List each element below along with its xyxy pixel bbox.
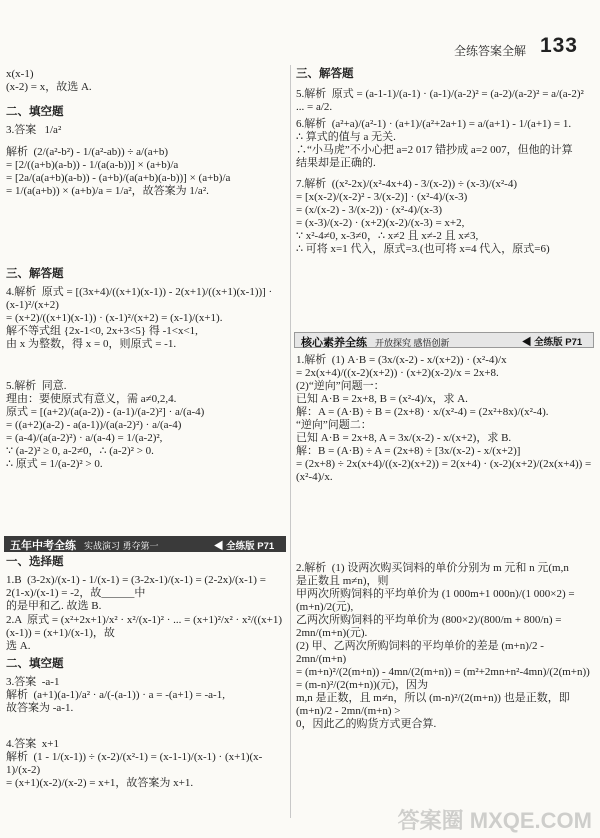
left-column xyxy=(0,62,290,838)
right-solve-heading: 三、解答题 xyxy=(296,68,354,80)
r5-solution: 5.解析 原式 = (a-1-1)/(a-1) · (a-1)/(a-2)² = (a-2)/(a-2)² = a/(a-2)² ... = a/2. xyxy=(296,88,587,113)
right-column xyxy=(290,62,600,838)
r7-solution: 7.解析 ((x²-2x)/(x²-4x+4) - 3/(x-2)) ÷ (x-3)/(x²-4) = [x(x-2)/(x-2)² - 3/(x-2)] · (x²-4)/(x-3) = (x/(x-2) - 3/(x-2)) · (x²-4)/(x-3) = (x-3)/(x-2) · (x+2)(x-2)/(x-3) = x+2, ∵ x²-4≠0, x-3≠0，∴ x≠2 且 x≠-2 且 x≠3, ∴ 可将 x=1 代入，原式=3.(也可将 x=4 代入，原式=6) xyxy=(296,178,550,255)
band-reference: ◀ 全练版 P71 xyxy=(522,337,583,348)
band-tag: 开放探究 感悟创新 xyxy=(375,338,450,348)
band-tag: 实战演习 勇夺第一 xyxy=(84,541,159,551)
header-title: 全练答案全解 xyxy=(453,44,526,58)
choice-heading: 一、选择题 xyxy=(6,556,64,568)
fill-q3: 3.答案 -a-1 解析 (a+1)(a-1)/a² · a/(-(a-1)) · a = -(a+1) = -a-1, 故答案为 -a-1. xyxy=(6,676,225,714)
choice-q1: 1.B (3-2x)/(x-1) - 1/(x-1) = (3-2x-1)/(x-1) = (2-2x)/(x-1) = 2(1-x)/(x-1) = -2，故______中 的是甲和乙. 故选 B. xyxy=(6,574,266,612)
fragment-top: x(x-1) (x-2) = x，故选 A. xyxy=(6,68,92,93)
page-header xyxy=(0,0,600,62)
watermark-logo: 答案圈 MXQE.COM xyxy=(397,808,592,833)
fill-heading: 二、填空题 xyxy=(6,106,64,118)
page-number: 133 xyxy=(539,34,578,57)
band-title: 核心素养全练 xyxy=(301,337,367,349)
q5-solution: 5.解析 同意. 理由：要使原式有意义，需 a≠0,2,4. 原式 = [(a+2)/(a(a-2)) - (a-1)/(a-2)²] · a/(a-4) = ((a+2)(a-2) - a(a-1))/(a(a-2)²) · a/(a-4) = (a-4)/(a(a-2)²) · a/(a-4) = 1/(a-2)², ∵ (a-2)² ≥ 0, a-2≠0，∴ (a-2)² > 0. ∴ 原式 = 1/(a-2)² > 0. xyxy=(6,380,205,470)
q3-answer: 3.答案 1/a² xyxy=(6,124,62,136)
fill2-heading: 二、填空题 xyxy=(6,658,64,670)
r6-solution: 6.解析 (a²+a)/(a²-1) · (a+1)/(a²+2a+1) = a/(a+1) - 1/(a+1) = 1. ∴ 算式的值与 a 无关. ∴“小马虎”不小心把 a=2 017 错抄成 a=2 007，但他的计算 结果却是正确的. xyxy=(296,118,573,169)
choice-q2: 2.A 原式 = (x²+2x+1)/x² · x²/(x-1)² · ... = (x+1)²/x² · x²/((x+1)(x-1)) = (x+1)/(x-1)，故 选 A. xyxy=(6,614,282,652)
q3-solution: 解析 (2/(a²-b²) - 1/(a²-ab)) ÷ a/(a+b) = [2/((a+b)(a-b)) - 1/(a(a-b))] × (a+b)/a = [2a/(a(a+b)(a-b)) - (a+b)/(a(a+b)(a-b))] × (a+b)/a = 1/(a(a+b)) × (a+b)/a = 1/a²，故答案为 1/a². xyxy=(6,146,231,197)
band-reference: ◀ 全练版 P71 xyxy=(214,541,275,552)
solve-heading: 三、解答题 xyxy=(6,268,64,280)
k1-solution: 1.解析 (1) A·B = (3x/(x-2) - x/(x+2)) · (x²-4)/x = 2x(x+4)/((x-2)(x+2)) · (x+2)(x-2)/x = 2x+8. (2)“逆向”问题一： 已知 A·B = 2x+8, B = (x²-4)/x，求 A. 解：A = (A·B) ÷ B = (2x+8) · x/(x²-4) = (2x²+8x)/(x²-4). “逆向”问题二： 已知 A·B = 2x+8, A = 3x/(x-2) - x/(x+2)，求 B. 解：B = (A·B) ÷ A = (2x+8) ÷ [3x/(x-2) - x/(x+2)] = (2x+8) ÷ 2x(x+4)/((x-2)(x+2)) = 2(x+4) · (x-2)(x+2)/(2x(x+4)) = (x²-4)/x. xyxy=(296,354,592,483)
fill-q4: 4.答案 x+1 解析 (1 - 1/(x-1)) ÷ (x-2)/(x²-1) = (x-1-1)/(x-1) · (x+1)(x-1)/(x-2) = (x+1)(x-2)/(x-2) = x+1，故答案为 x+1. xyxy=(6,738,263,789)
q4-solution: 4.解析 原式 = [(3x+4)/((x+1)(x-1)) - 2(x+1)/((x+1)(x-1))] · (x-1)²/(x+2) = (x+2)/((x+1)(x-1)) · (x-1)²/(x+2) = (x-1)/(x+1). 解不等式组 {2x-1<0, 2x+3<5} 得 -1<x<1, 由 x 为整数，得 x = 0，则原式 = -1. xyxy=(6,286,273,350)
band-title: 五年中考全练 xyxy=(10,540,76,552)
k2-solution: 2.解析 (1) 设两次购买饲料的单价分别为 m 元和 n 元(m,n 是正数且 m≠n)，则 甲两次所购饲料的平均单价为 (1 000m+1 000n)/(1 000×2) = (m+n)/2(元), 乙两次所购饲料的平均单价为 (800×2)/(800/m + 800/n) = 2mn/(m+n)(元). (2) 甲、乙两次所购饲料的平均单价的差是 (m+n)/2 - 2mn/(m+n) = (m+n)²/(2(m+n)) - 4mn/(2(m+n)) = (m²+2mn+n²-4mn)/(2(m+n)) = (m-n)²/(2(m+n))(元)，因为 m,n 是正数，且 m≠n，所以 (m-n)²/(2(m+n)) 也是正数，即 (m+n)/2 - 2mn/(m+n) > 0，因此乙的购货方式更合算. xyxy=(296,562,590,730)
